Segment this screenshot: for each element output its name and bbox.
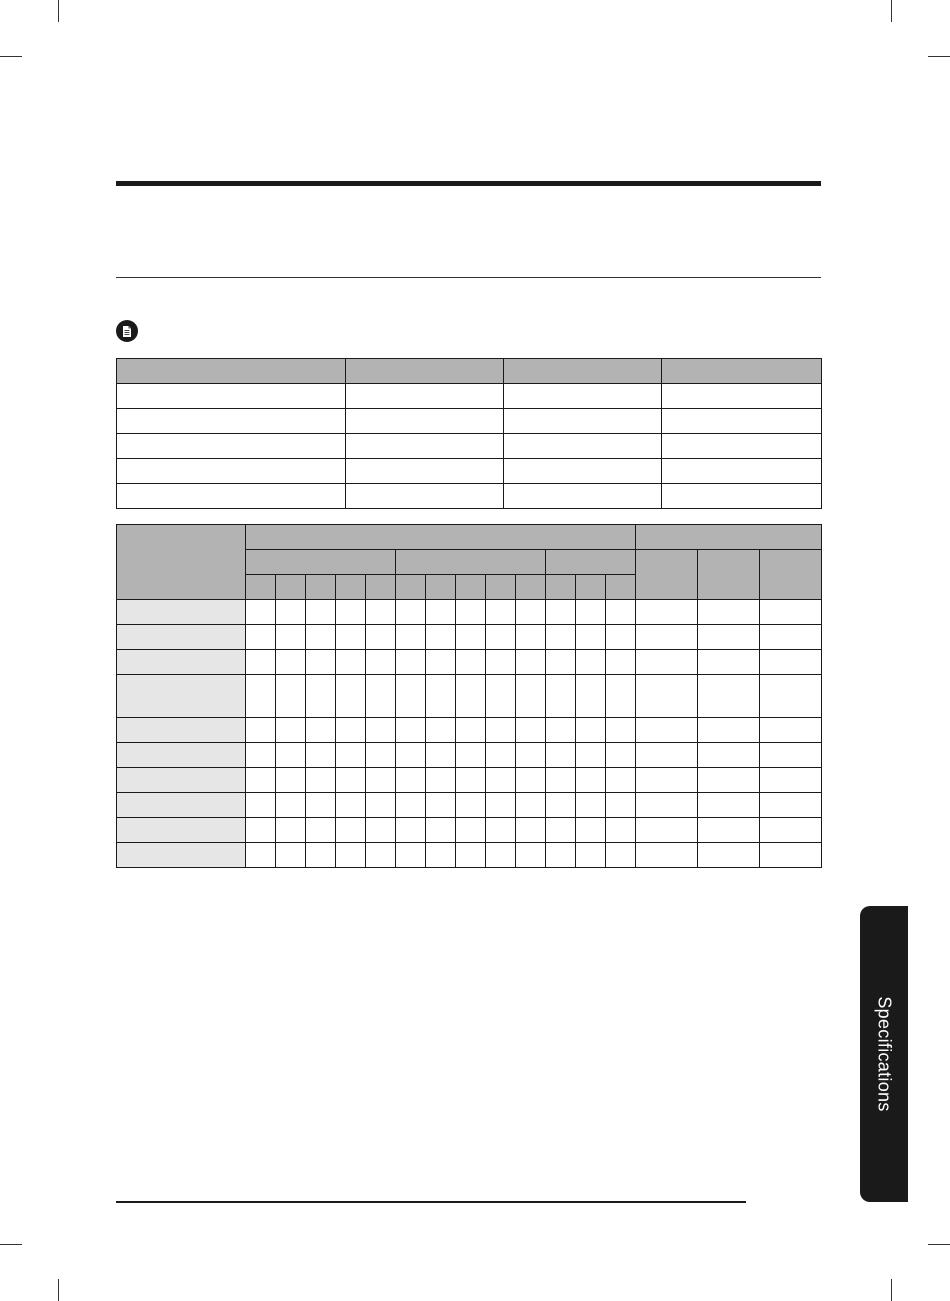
table-cell (456, 768, 486, 793)
table-row (117, 459, 822, 484)
table-cell (456, 718, 486, 743)
crop-mark (928, 1244, 950, 1245)
table-cell (366, 818, 396, 843)
summary-header-cell (698, 550, 760, 600)
table-cell (486, 793, 516, 818)
table-cell (760, 768, 822, 793)
table-cell (456, 793, 486, 818)
table-cell (698, 625, 760, 650)
row-header-cell (117, 768, 246, 793)
crop-mark (58, 1279, 59, 1301)
table-cell (456, 818, 486, 843)
table-cell (636, 600, 698, 625)
table-cell (276, 625, 306, 650)
table-cell (516, 743, 546, 768)
subgroup-header-cell (396, 550, 546, 575)
table-cell (576, 675, 606, 718)
table-cell (366, 793, 396, 818)
table-cell (366, 718, 396, 743)
section-tab (860, 906, 908, 1202)
table-cell (336, 600, 366, 625)
table-row (117, 843, 822, 868)
table-row (117, 768, 822, 793)
table-cell (306, 718, 336, 743)
heading-rule (116, 277, 821, 278)
table-row (117, 818, 822, 843)
table-cell (306, 843, 336, 868)
table-cell (606, 625, 636, 650)
table-cell (606, 650, 636, 675)
row-header-cell (117, 600, 246, 625)
table-cell (546, 768, 576, 793)
table-cell (698, 793, 760, 818)
table-cell (276, 818, 306, 843)
table-cell (546, 675, 576, 718)
table-cell (546, 600, 576, 625)
table-cell (486, 718, 516, 743)
table-cell (336, 793, 366, 818)
table-cell (426, 675, 456, 718)
row-header-cell (117, 843, 246, 868)
table-cell (606, 675, 636, 718)
table-cell (396, 818, 426, 843)
table-cell (336, 818, 366, 843)
corner-header-cell (117, 525, 246, 600)
table-cell (546, 793, 576, 818)
crop-mark (928, 56, 950, 57)
table-cell (426, 650, 456, 675)
table-cell (698, 650, 760, 675)
table-cell (306, 675, 336, 718)
row-header-cell (117, 675, 246, 718)
row-header-cell (117, 625, 246, 650)
table-cell (456, 843, 486, 868)
table-cell (426, 843, 456, 868)
table-cell (546, 818, 576, 843)
group-header-cell (636, 525, 822, 550)
section-tab-label: Specifications (874, 996, 895, 1112)
matrix-table (116, 524, 822, 868)
table-cell (456, 650, 486, 675)
table-row (117, 434, 822, 459)
table-cell (606, 818, 636, 843)
table-cell (276, 843, 306, 868)
table-cell (636, 743, 698, 768)
table-cell (486, 843, 516, 868)
table-cell (426, 743, 456, 768)
column-header-cell (276, 575, 306, 600)
table-cell (246, 675, 276, 718)
table-cell (246, 768, 276, 793)
table-cell (576, 843, 606, 868)
table-cell (636, 818, 698, 843)
row-header-cell (117, 818, 246, 843)
table-cell (760, 675, 822, 718)
table-cell (576, 818, 606, 843)
table-cell (396, 718, 426, 743)
table-cell (366, 768, 396, 793)
table-cell (336, 675, 366, 718)
table-cell (276, 768, 306, 793)
table-cell (366, 675, 396, 718)
summary-header-cell (636, 550, 698, 600)
table-cell (426, 600, 456, 625)
table-cell (698, 818, 760, 843)
table-cell (396, 625, 426, 650)
table-cell (760, 600, 822, 625)
table-cell (636, 675, 698, 718)
table-cell (546, 843, 576, 868)
table-row (117, 675, 822, 718)
group-header-cell (246, 525, 636, 550)
row-header-cell (117, 793, 246, 818)
crop-mark (891, 1279, 892, 1301)
table-row (117, 743, 822, 768)
table-cell (306, 625, 336, 650)
table-cell (760, 843, 822, 868)
table-cell (276, 793, 306, 818)
table-cell (246, 818, 276, 843)
table-cell (698, 768, 760, 793)
table-cell (246, 718, 276, 743)
table-cell (306, 793, 336, 818)
table-cell (396, 743, 426, 768)
table-row (117, 650, 822, 675)
table-cell (276, 650, 306, 675)
table-cell (636, 793, 698, 818)
table-row (117, 600, 822, 625)
table-cell (698, 675, 760, 718)
table-cell (276, 675, 306, 718)
table-cell (246, 650, 276, 675)
table-cell (698, 843, 760, 868)
column-header-cell (606, 575, 636, 600)
table-cell (636, 843, 698, 868)
column-header-cell (396, 575, 426, 600)
table-cell (760, 818, 822, 843)
table-cell (546, 625, 576, 650)
table-cell (276, 600, 306, 625)
table-cell (456, 743, 486, 768)
summary-header-cell (760, 550, 822, 600)
table-cell (396, 843, 426, 868)
table-cell (636, 650, 698, 675)
column-header-cell (516, 575, 546, 600)
table-cell (486, 818, 516, 843)
table-cell (246, 743, 276, 768)
table-cell (606, 843, 636, 868)
table-cell (426, 768, 456, 793)
table-cell (760, 650, 822, 675)
table-cell (760, 743, 822, 768)
crop-mark (891, 0, 892, 22)
row-header-cell (117, 718, 246, 743)
spec-table (116, 358, 822, 509)
column-header-cell (246, 575, 276, 600)
table-cell (456, 625, 486, 650)
table-row (117, 384, 822, 409)
table-cell (246, 625, 276, 650)
column-header-cell (576, 575, 606, 600)
table-cell (516, 650, 546, 675)
table-header-row (117, 359, 822, 384)
table-cell (606, 793, 636, 818)
table-cell (366, 600, 396, 625)
table-cell (698, 718, 760, 743)
table-cell (516, 818, 546, 843)
column-header-cell (486, 575, 516, 600)
table-cell (486, 650, 516, 675)
column-header-cell (546, 575, 576, 600)
table-cell (516, 768, 546, 793)
table-cell (576, 600, 606, 625)
table-cell (576, 793, 606, 818)
table-cell (306, 600, 336, 625)
crop-mark (0, 1244, 22, 1245)
row-header-cell (117, 743, 246, 768)
table-cell (246, 793, 276, 818)
table-row (117, 409, 822, 434)
table-cell (516, 793, 546, 818)
table-cell (546, 718, 576, 743)
crop-mark (0, 56, 22, 57)
table-cell (396, 793, 426, 818)
note-icon (116, 320, 138, 342)
table-cell (366, 650, 396, 675)
table-cell (546, 650, 576, 675)
table-cell (516, 843, 546, 868)
table-cell (306, 768, 336, 793)
table-cell (636, 625, 698, 650)
table-cell (576, 743, 606, 768)
table-cell (246, 843, 276, 868)
table-cell (546, 743, 576, 768)
table-cell (396, 675, 426, 718)
table-cell (606, 743, 636, 768)
table-cell (576, 625, 606, 650)
table-cell (336, 843, 366, 868)
column-header-cell (336, 575, 366, 600)
table-cell (336, 743, 366, 768)
table-cell (396, 768, 426, 793)
table-cell (636, 718, 698, 743)
table-cell (606, 600, 636, 625)
section-rule (116, 181, 821, 186)
table-cell (576, 718, 606, 743)
table-row (117, 718, 822, 743)
column-header-cell (306, 575, 336, 600)
table-row (117, 793, 822, 818)
table-cell (486, 743, 516, 768)
table-cell (456, 600, 486, 625)
table-row (117, 625, 822, 650)
table-cell (456, 675, 486, 718)
table-cell (306, 818, 336, 843)
subgroup-header-cell (546, 550, 636, 575)
table-row (117, 484, 822, 509)
table-cell (760, 793, 822, 818)
table-cell (306, 743, 336, 768)
crop-mark (58, 0, 59, 22)
table-cell (426, 625, 456, 650)
table-cell (336, 768, 366, 793)
table-cell (486, 675, 516, 718)
table-cell (698, 743, 760, 768)
table-cell (426, 818, 456, 843)
table-cell (576, 768, 606, 793)
table-cell (366, 743, 396, 768)
table-cell (336, 718, 366, 743)
column-header-cell (456, 575, 486, 600)
table-cell (516, 675, 546, 718)
table-cell (336, 650, 366, 675)
table-cell (486, 600, 516, 625)
table-cell (336, 625, 366, 650)
table-cell (760, 625, 822, 650)
table-cell (606, 768, 636, 793)
table-cell (396, 600, 426, 625)
table-cell (246, 600, 276, 625)
table-cell (636, 768, 698, 793)
table-cell (698, 600, 760, 625)
table-header-row (117, 525, 822, 550)
table-cell (306, 650, 336, 675)
table-cell (486, 625, 516, 650)
column-header-cell (366, 575, 396, 600)
subgroup-header-cell (246, 550, 396, 575)
table-cell (366, 625, 396, 650)
table-cell (606, 718, 636, 743)
column-header-cell (426, 575, 456, 600)
footer-rule (116, 1201, 746, 1203)
table-cell (426, 718, 456, 743)
table-cell (276, 718, 306, 743)
row-header-cell (117, 650, 246, 675)
table-cell (576, 650, 606, 675)
table-cell (486, 768, 516, 793)
table-cell (276, 743, 306, 768)
table-cell (516, 625, 546, 650)
table-cell (760, 718, 822, 743)
table-cell (426, 793, 456, 818)
table-cell (396, 650, 426, 675)
table-cell (516, 600, 546, 625)
table-cell (516, 718, 546, 743)
table-cell (366, 843, 396, 868)
